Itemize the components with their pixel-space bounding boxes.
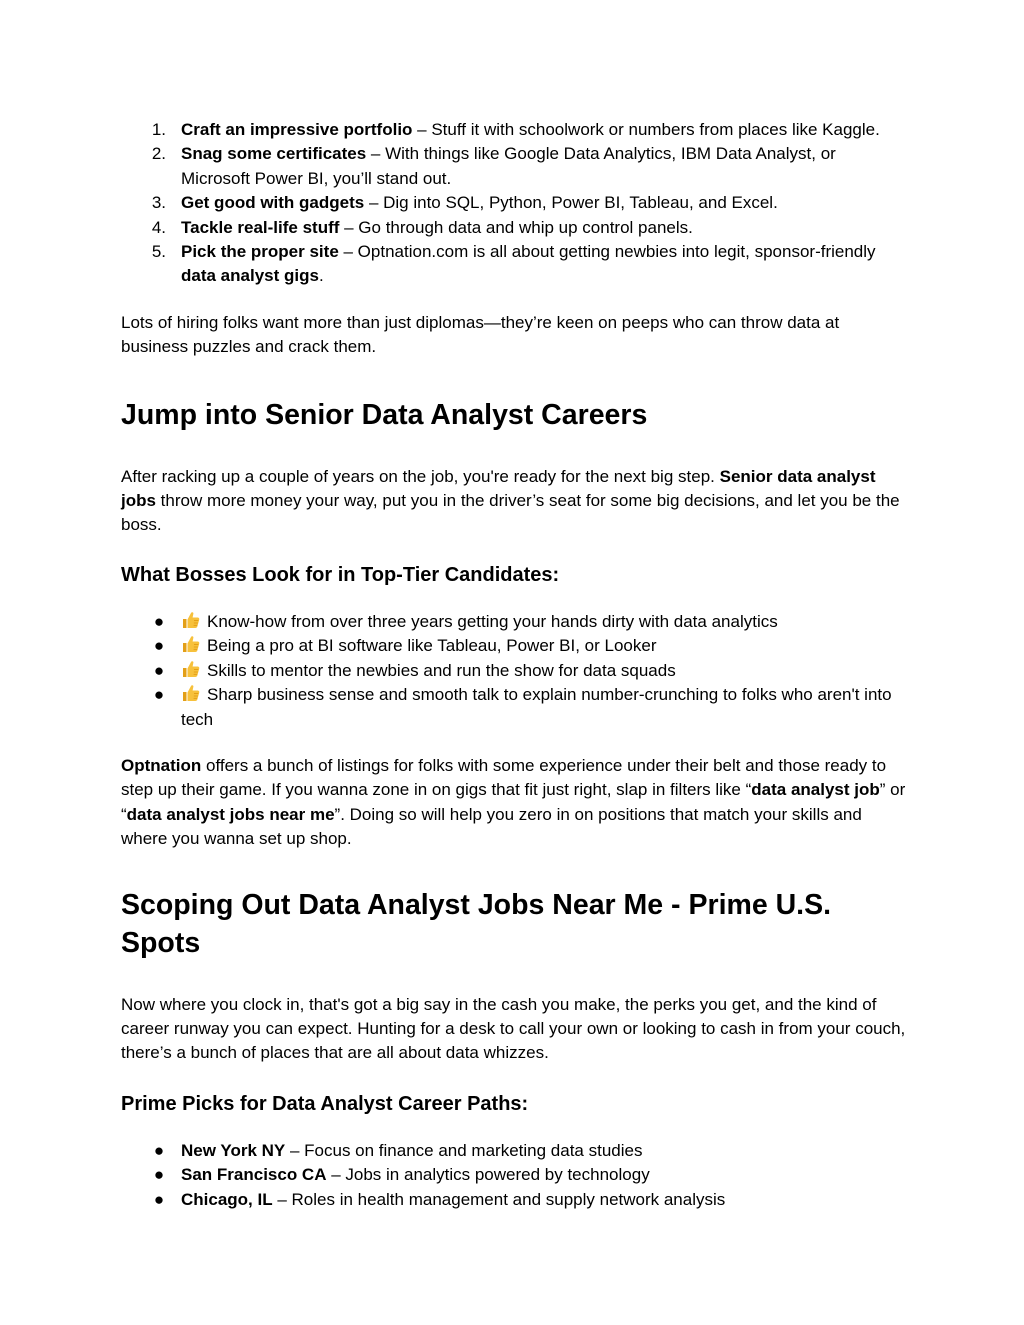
- thumbs-up-icon: [181, 683, 201, 703]
- filter-keyword-1: data analyst job: [751, 780, 880, 800]
- bullet-icon: ●: [153, 685, 165, 705]
- step-title: Craft an impressive portfolio: [181, 120, 413, 139]
- optnation-text-1: offers a bunch of listings for folks with some experience under their belt and those ready to step up their game. If you wanna zone in on gigs that fit just right, slap in filters like “: [121, 755, 887, 800]
- city-name: New York NY: [181, 1140, 286, 1160]
- list-item: [121, 659, 906, 683]
- candidate-qualities-list: [121, 610, 906, 732]
- step-title: Pick the proper site: [181, 242, 339, 262]
- thumbs-up-icon: [181, 634, 201, 654]
- bullet-icon: ●: [153, 611, 165, 631]
- step-keyword: data analyst gigs: [181, 266, 319, 286]
- thumbs-up-icon: [181, 659, 201, 679]
- bullet-icon: ●: [153, 660, 165, 680]
- list-number: 2.: [151, 144, 166, 164]
- city-name: Chicago, IL: [181, 1189, 273, 1209]
- bullet-icon: ●: [153, 1189, 165, 1209]
- filter-keyword-2: data analyst jobs near me: [126, 804, 335, 824]
- city-desc: – Roles in health management and supply network analysis: [272, 1189, 726, 1209]
- bullet-icon: ●: [153, 1165, 165, 1185]
- optnation-text-2: ” or “: [121, 780, 906, 824]
- quality-text: Skills to mentor the newbies and run the show for data squads: [207, 660, 676, 680]
- senior-keyword: Senior data analyst jobs: [121, 466, 876, 511]
- senior-text-end: throw more money your way, put you in the driver’s seat for some big decisions, and let you be the boss.: [121, 491, 900, 535]
- list-number: 1.: [151, 120, 166, 139]
- list-number: 5.: [151, 242, 166, 262]
- subheading-career-paths: Prime Picks for Data Analyst Career Paths:: [121, 1092, 529, 1115]
- list-item: [121, 610, 906, 634]
- step-text: – Optnation.com is all about getting newbies into legit, sponsor-friendly: [338, 242, 876, 262]
- locations-paragraph: Now where you clock in, that's got a big say in the cash you make, the perks you get, and the kind of career runway you can expect. Hunting for a desk to call your own or looking to cash in from your couch, there’s a bunch of places that are all about data whizzes.: [121, 994, 906, 1063]
- senior-paragraph: [121, 465, 906, 538]
- optnation-brand: Optnation: [121, 755, 202, 775]
- step-tail: .: [318, 266, 324, 286]
- bullet-icon: ●: [153, 636, 165, 656]
- list-item: [121, 1163, 906, 1187]
- cities-list: [121, 1139, 906, 1212]
- list-item: [121, 683, 906, 732]
- quality-text: Sharp business sense and smooth talk to explain number-crunching to folks who aren't into tech: [181, 685, 892, 729]
- list-item: [121, 216, 906, 240]
- city-name: San Francisco CA: [181, 1165, 327, 1185]
- heading-locations: Scoping Out Data Analyst Jobs Near Me - Prime U.S. Spots: [121, 888, 832, 959]
- step-title: Snag some certificates: [181, 144, 367, 164]
- city-desc: – Focus on finance and marketing data studies: [285, 1140, 643, 1160]
- optnation-paragraph: [121, 754, 906, 852]
- list-item: [121, 634, 906, 658]
- optnation-text-3: ”. Doing so will help you zero in on positions that match your skills and where you wanna set up shop.: [121, 804, 862, 849]
- senior-text-start: After racking up a couple of years on the job, you're ready for the next big step.: [121, 466, 720, 486]
- list-item: [121, 1139, 906, 1163]
- list-item: [121, 118, 906, 142]
- list-item: [121, 142, 906, 191]
- step-text: – Go through data and whip up control panels.: [339, 217, 693, 237]
- list-item: [121, 191, 906, 215]
- city-desc: – Jobs in analytics powered by technology: [326, 1165, 650, 1185]
- step-title: Get good with gadgets: [181, 193, 365, 213]
- step-text: – With things like Google Data Analytics, IBM Data Analyst, or Microsoft Power BI, you’ll stand out.: [181, 144, 836, 188]
- list-number: 3.: [151, 193, 166, 213]
- heading-senior-careers: Jump into Senior Data Analyst Careers: [121, 398, 648, 431]
- intro-paragraph: Lots of hiring folks want more than just diplomas—they’re keen on peeps who can throw data at business puzzles and crack them.: [121, 312, 840, 357]
- subheading-candidates: What Bosses Look for in Top-Tier Candidates:: [121, 563, 560, 586]
- step-text: – Dig into SQL, Python, Power BI, Tableau, and Excel.: [364, 193, 778, 213]
- quality-text: Being a pro at BI software like Tableau, Power BI, or Looker: [207, 636, 657, 656]
- list-item: [121, 240, 906, 289]
- thumbs-up-icon: [181, 610, 201, 630]
- document-content: [121, 118, 906, 1212]
- list-item: [121, 1188, 906, 1212]
- quality-text: Know-how from over three years getting your hands dirty with data analytics: [207, 611, 778, 631]
- bullet-icon: ●: [153, 1140, 165, 1160]
- steps-list: [121, 118, 906, 289]
- step-title: Tackle real-life stuff: [181, 217, 340, 237]
- step-text: – Stuff it with schoolwork or numbers from places like Kaggle.: [412, 120, 880, 139]
- list-number: 4.: [151, 217, 166, 237]
